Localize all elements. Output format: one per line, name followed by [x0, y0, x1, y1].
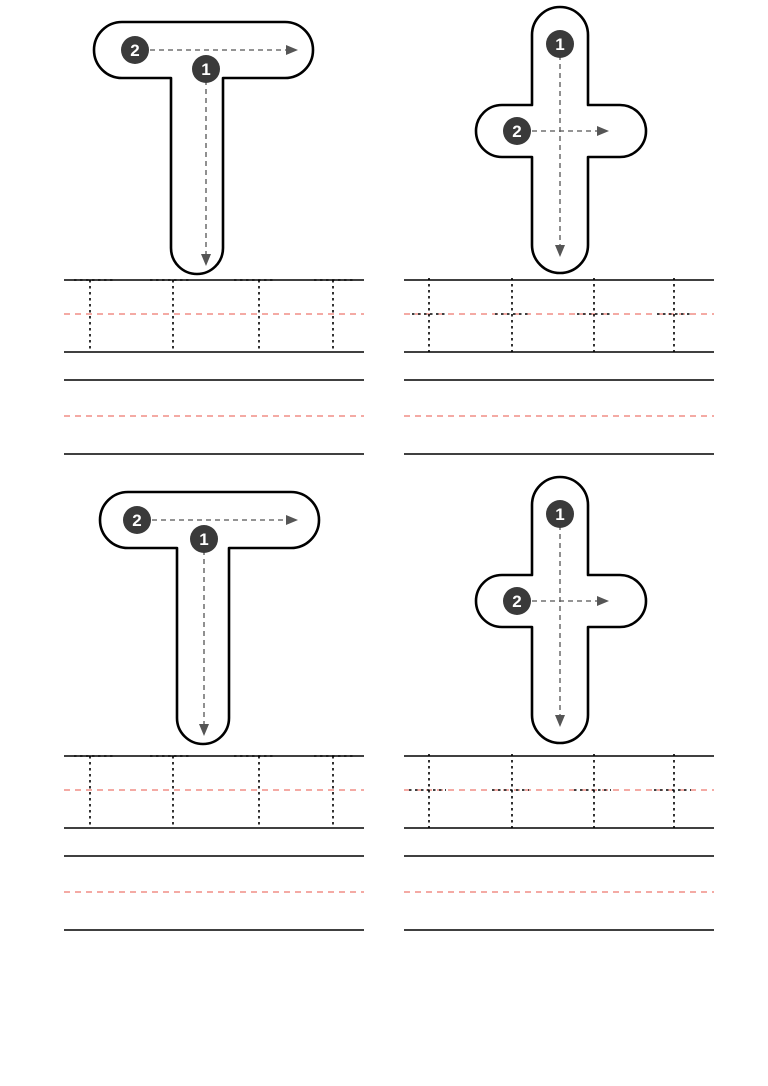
arrow-head-stroke-1 — [201, 254, 211, 266]
arrow-head-stroke-1 — [555, 245, 565, 257]
stroke-number-1 — [192, 55, 220, 83]
trace-letters-row-1 — [74, 756, 354, 828]
stroke-number-2-label: 2 — [512, 592, 522, 611]
stroke-number-1 — [190, 525, 218, 553]
stroke-number-1-label: 1 — [555, 505, 565, 524]
stroke-number-2 — [503, 587, 531, 615]
letter-model-uppercase-t-2 — [0, 470, 384, 755]
panel-bottom-left — [0, 470, 384, 970]
practice-rules-bottom-left — [0, 740, 384, 940]
letter-model-uppercase-t — [0, 0, 384, 285]
practice-rules-top-left — [0, 270, 384, 470]
panel-top-left — [0, 0, 384, 500]
practice-rules-bottom-right — [384, 740, 768, 940]
trace-letters-row-1 — [412, 278, 691, 352]
stroke-number-2 — [503, 117, 531, 145]
stroke-number-2 — [121, 36, 149, 64]
panel-bottom-right — [384, 470, 768, 970]
arrow-head-stroke-2 — [286, 45, 298, 55]
arrow-head-stroke-2 — [597, 126, 609, 136]
letter-model-lowercase-t-2 — [384, 470, 768, 755]
stroke-number-1 — [546, 30, 574, 58]
arrow-head-stroke-1 — [199, 724, 209, 736]
practice-rules-top-right — [384, 270, 768, 470]
stroke-number-2-label: 2 — [512, 122, 522, 141]
panel-top-right — [384, 0, 768, 500]
stroke-number-1-label: 1 — [555, 35, 565, 54]
arrow-head-stroke-2 — [597, 596, 609, 606]
arrow-head-stroke-1 — [555, 715, 565, 727]
stroke-number-2 — [123, 506, 151, 534]
arrow-head-stroke-2 — [286, 515, 298, 525]
stroke-number-1-label: 1 — [199, 530, 209, 549]
trace-letters-row-1 — [409, 754, 691, 828]
stroke-number-1-label: 1 — [201, 60, 211, 79]
stroke-number-2-label: 2 — [130, 41, 140, 60]
letter-model-lowercase-t — [384, 0, 768, 285]
stroke-number-2-label: 2 — [132, 511, 142, 530]
trace-letters-row-1 — [74, 280, 354, 352]
stroke-number-1 — [546, 500, 574, 528]
